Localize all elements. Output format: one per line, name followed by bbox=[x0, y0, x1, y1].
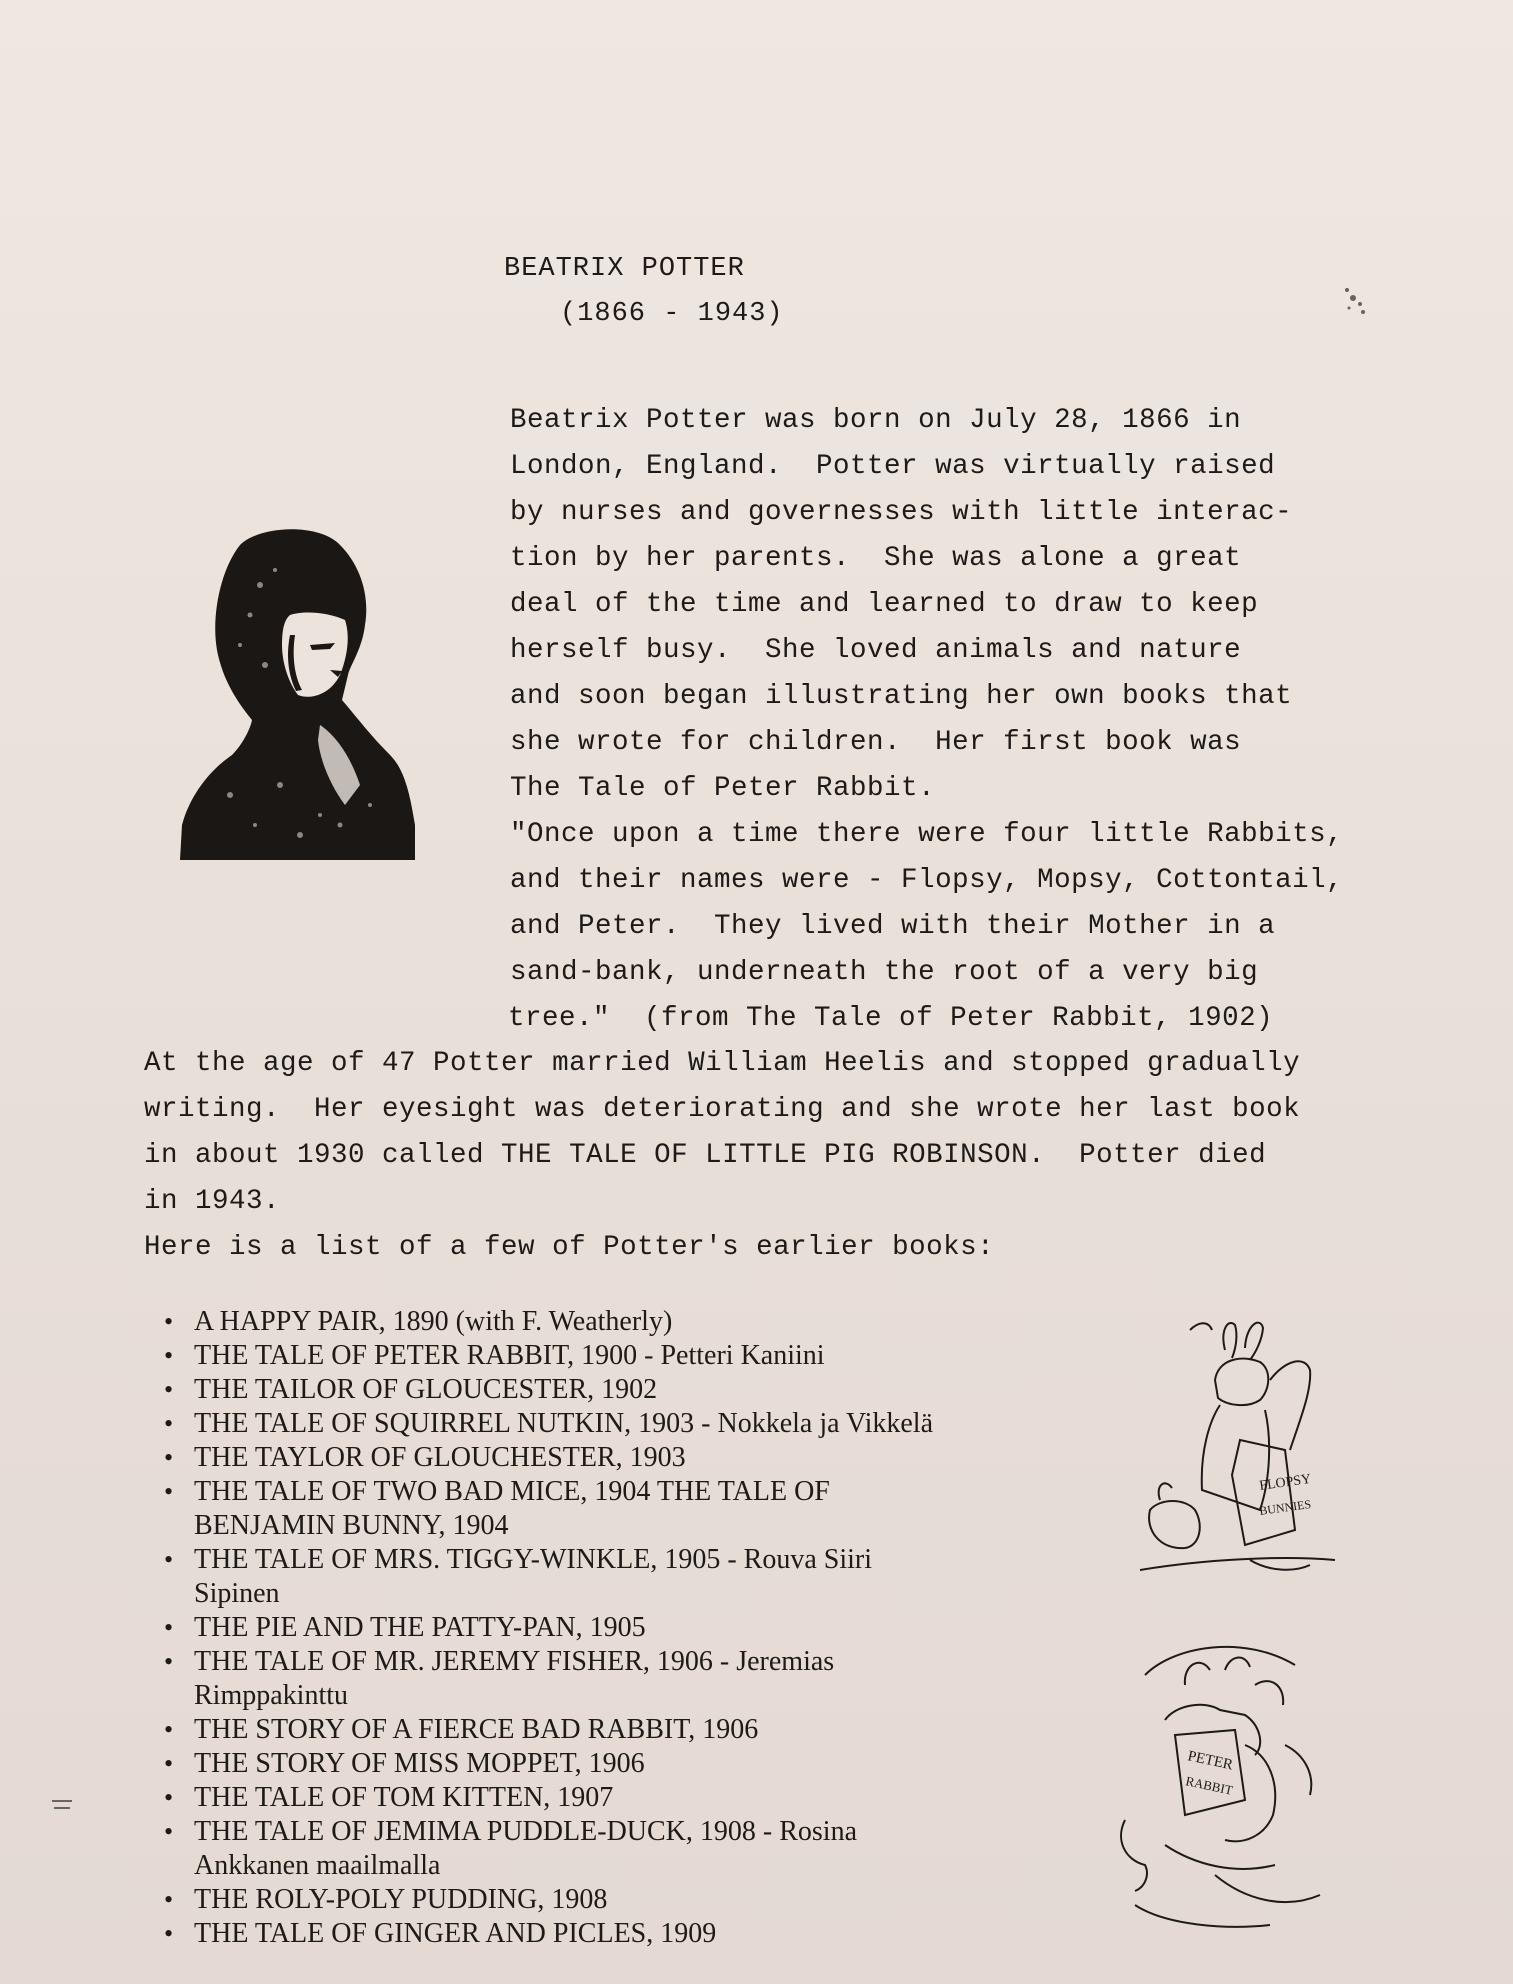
margin-tick-icon bbox=[50, 1798, 74, 1812]
body-line: in 1943. bbox=[144, 1186, 281, 1217]
list-item: • A HAPPY PAIR, 1890 (with F. Weatherly) bbox=[164, 1306, 673, 1337]
sack-label-3: PETER bbox=[1186, 1748, 1235, 1774]
peter-rabbit-illustration bbox=[1105, 1625, 1335, 1945]
body-line: At the age of 47 Potter married William Heelis and stopped gradually bbox=[144, 1048, 1301, 1079]
sack-label-4: RABBIT bbox=[1184, 1773, 1235, 1798]
list-item: • THE TAYLOR OF GLOUCHESTER, 1903 bbox=[164, 1442, 686, 1473]
intro-line: The Tale of Peter Rabbit. bbox=[510, 773, 936, 804]
speck-marks bbox=[1335, 280, 1375, 330]
intro-paragraph bbox=[510, 398, 1510, 1042]
flopsy-bunnies-illustration bbox=[1120, 1310, 1360, 1600]
quote-line: and Peter. They lived with their Mother in a bbox=[510, 911, 1276, 942]
intro-line: and soon began illustrating her own books that bbox=[510, 681, 1293, 712]
list-item: • THE TALE OF TOM KITTEN, 1907 bbox=[164, 1782, 614, 1813]
life-dates: (1866 - 1943) bbox=[560, 299, 784, 329]
bullet-icon: • bbox=[164, 1783, 174, 1812]
body-line: in about 1930 called THE TALE OF LITTLE PIG ROBINSON. Potter died bbox=[144, 1140, 1267, 1171]
bullet-icon: • bbox=[164, 1817, 174, 1846]
bullet-icon: • bbox=[164, 1341, 174, 1370]
sack-label-2: BUNNIES bbox=[1258, 1496, 1312, 1518]
list-item: • THE TALE OF GINGER AND PICLES, 1909 bbox=[164, 1918, 717, 1949]
portrait-illustration bbox=[170, 525, 420, 865]
list-item: • THE PIE AND THE PATTY-PAN, 1905 bbox=[164, 1612, 646, 1643]
bullet-icon: • bbox=[164, 1749, 174, 1778]
intro-line: herself busy. She loved animals and nature bbox=[510, 635, 1242, 666]
intro-line: Beatrix Potter was born on July 28, 1866 in bbox=[510, 405, 1242, 436]
bullet-icon: • bbox=[164, 1613, 174, 1642]
intro-line: she wrote for children. Her first book was bbox=[510, 727, 1242, 758]
quote-line: sand-bank, underneath the root of a very big bbox=[510, 957, 1259, 988]
page-title: BEATRIX POTTER bbox=[504, 254, 745, 284]
list-item: • THE TALE OF TWO BAD MICE, 1904 THE TALE OF BENJAMIN BUNNY, 1904 bbox=[164, 1476, 830, 1541]
quote-line: and their names were - Flopsy, Mopsy, Cottontail, bbox=[510, 865, 1344, 896]
intro-line: London, England. Potter was virtually raised bbox=[510, 451, 1276, 482]
list-item: • THE TALE OF MR. JEREMY FISHER, 1906 - Jeremias Rimppakinttu bbox=[164, 1646, 835, 1711]
list-item: • THE TAILOR OF GLOUCESTER, 1902 bbox=[164, 1374, 658, 1405]
list-item: • THE STORY OF A FIERCE BAD RABBIT, 1906 bbox=[164, 1714, 759, 1745]
bullet-icon: • bbox=[164, 1307, 174, 1336]
speck-icon bbox=[1335, 280, 1375, 330]
list-item: • THE TALE OF PETER RABBIT, 1900 - Petteri Kaniini bbox=[164, 1340, 825, 1371]
quote-line: "Once upon a time there were four little Rabbits, bbox=[510, 819, 1344, 850]
bullet-icon: • bbox=[164, 1647, 174, 1676]
bullet-icon: • bbox=[164, 1477, 174, 1506]
list-item: • THE TALE OF JEMIMA PUDDLE-DUCK, 1908 - Rosina Ankkanen maailmalla bbox=[164, 1816, 858, 1881]
quote-line: tree." (from The Tale of Peter Rabbit, 1902) bbox=[508, 1003, 1274, 1034]
sack-label-1: FLOPSY bbox=[1258, 1471, 1313, 1494]
body-line: writing. Her eyesight was deteriorating and she wrote her last book bbox=[144, 1094, 1301, 1125]
bullet-icon: • bbox=[164, 1919, 174, 1948]
list-intro: Here is a list of a few of Potter's earlier books: bbox=[144, 1232, 995, 1263]
bullet-icon: • bbox=[164, 1443, 174, 1472]
intro-line: tion by her parents. She was alone a great bbox=[510, 543, 1242, 574]
list-item: • THE TALE OF MRS. TIGGY-WINKLE, 1905 - Rouva Siiri Sipinen bbox=[164, 1544, 873, 1609]
intro-line: deal of the time and learned to draw to keep bbox=[510, 589, 1259, 620]
list-item: • THE TALE OF SQUIRREL NUTKIN, 1903 - Nokkela ja Vikkelä bbox=[164, 1408, 934, 1439]
list-item: • THE STORY OF MISS MOPPET, 1906 bbox=[164, 1748, 645, 1779]
margin-mark bbox=[44, 1798, 74, 1812]
body-paragraph bbox=[144, 1041, 1484, 1271]
intro-line: by nurses and governesses with little interac- bbox=[510, 497, 1293, 528]
bullet-icon: • bbox=[164, 1409, 174, 1438]
list-item: • THE ROLY-POLY PUDDING, 1908 bbox=[164, 1884, 608, 1915]
book-list bbox=[162, 1305, 1022, 1951]
bullet-icon: • bbox=[164, 1545, 174, 1574]
bullet-icon: • bbox=[164, 1885, 174, 1914]
bullet-icon: • bbox=[164, 1715, 174, 1744]
bullet-icon: • bbox=[164, 1375, 174, 1404]
